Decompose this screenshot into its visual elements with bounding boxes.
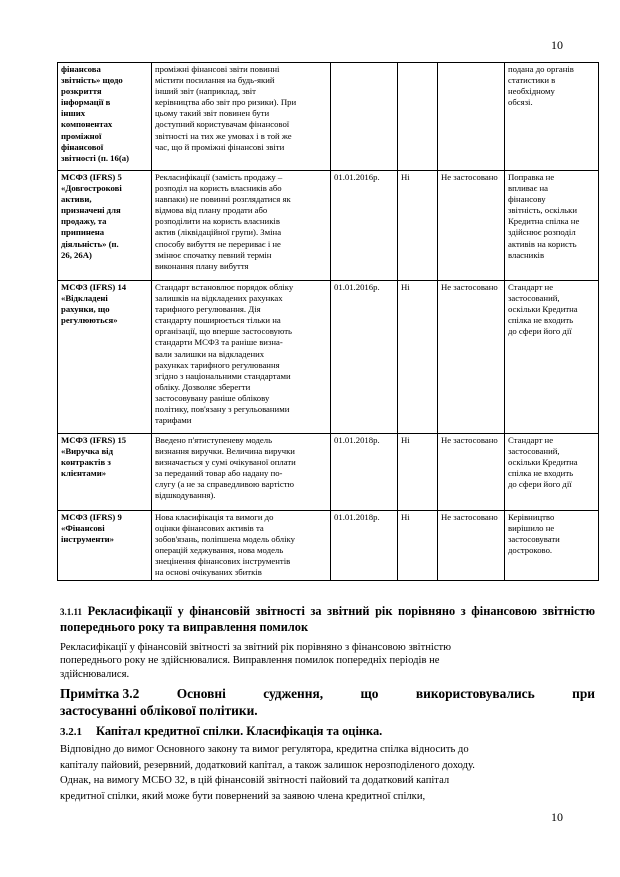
table-row [58,511,599,581]
cell-line: керівництва або звіт про ризики). При [155,97,297,108]
cell-line: Рекласифікації (замість продажу – [155,172,283,182]
cell-line: знецінення фінансових інструментів [155,556,291,567]
cell-line: вали залишки на відкладених [155,348,265,359]
cell-line: статистики в [508,75,556,86]
cell-line: відмова від плану продати або [155,205,268,216]
description-cell [152,171,331,281]
cell-line: визнання виручки. Величина виручки [155,446,295,457]
cell-line: здійснює розподіл [508,227,576,238]
cell-line: доступний користувачам фінансової [155,119,290,130]
cell-line: обліку. Дозволяє зберегти [155,381,251,392]
cell-line: спілка не входить [508,315,574,326]
cell-line: спілка не входить [508,468,574,479]
table-row [58,434,599,511]
cell-line: до сфери його дії [508,479,572,490]
impact-cell [505,511,599,581]
cell-line: активів на користь [508,238,577,249]
effective-date-cell: 01.01.2018р. [331,434,398,511]
cell-line: проміжні фінансові звіти повинні [155,64,280,74]
cell-line: звітності (п. 16(а) [61,152,129,163]
heading-word: Примітка 3.2 [60,686,140,701]
cell-line: 26, 26А) [61,249,92,260]
cell-line: операцій хеджування, нова модель [155,545,284,556]
section-3-2-1-text [60,742,595,804]
cell-line: слугу (а не за справедливою вартістю [155,479,295,490]
cell-line: змінює спочатку певний термін [155,249,272,260]
cell-line: стандарту поширюється тільки на [155,315,281,326]
cell-line: припинена [61,227,105,238]
cell-line: розподілити на користь власників [155,216,280,227]
impact-cell [505,63,599,171]
page-number-top: 10 [551,38,563,52]
cell-line: визначається у сумі очікуваної оплати [155,457,296,468]
cell-line: Стандарт не [508,282,554,292]
cell-line: впливає на [508,183,548,194]
description-cell [152,434,331,511]
effective-date-cell: 01.01.2016р. [331,281,398,434]
impact-cell [505,281,599,434]
cell-line: застосований, [508,446,560,457]
cell-line: необхідному [508,86,555,97]
cell-line: активи, [61,194,92,205]
cell-line: залишків на відкладених рахунках [155,293,283,304]
early-adoption-cell: Ні [398,281,438,434]
cell-line: Нова класифікація та вимоги до [155,512,274,522]
heading-line-2: застосуванні облікової політики. [60,702,258,718]
cell-line: «Виручка від [61,446,113,457]
section-3-1-11-text [60,641,595,681]
cell-line: звітність» щодо [61,75,123,86]
table-row [58,63,599,171]
cell-line: містити посилання на будь-який [155,75,275,86]
standard-cell [58,511,152,581]
cell-line: продажу, та [61,216,107,227]
cell-line: діяльність» (п. [61,238,119,249]
cell-line: фінансову [508,194,546,205]
cell-line: подана до органів [508,64,574,74]
heading-line-1 [60,686,595,703]
cell-line: вирішило не [508,523,555,534]
cell-line: виконання плану вибуття [155,260,249,271]
cell-line: проміжної [61,130,102,141]
cell-line: зобов'язань, поліпшена модель обліку [155,534,295,545]
section-title: Капітал кредитної спілки. Класифікація та оцінка. [96,724,383,738]
cell-line: МСФЗ (IFRS) 14 [61,282,127,292]
text-line: Відповідно до вимог Основного закону та вимог регулятора, кредитна спілка відносить до [60,744,469,755]
cell-line: цьому такий звіт повинен бути [155,108,270,119]
cell-line: достроково. [508,545,553,556]
standard-cell [58,63,152,171]
cell-line: регулюються» [61,315,118,326]
cell-line: контрактів з [61,457,111,468]
cell-line: інструменти» [61,534,114,545]
section-number: 3.1.11 [60,607,83,617]
cell-line: Керівництво [508,512,555,522]
cell-line: фінансової [61,141,104,152]
cell-line: розподіл на користь власників або [155,183,282,194]
standard-cell [58,171,152,281]
heading-word: при [572,686,595,701]
cell-line: рахунках тарифного регулювання [155,359,280,370]
cell-line: МСФЗ (IFRS) 9 [61,512,122,522]
effective-date-cell: 01.01.2016р. [331,171,398,281]
cell-line: час, що й проміжні фінансові звіти [155,141,285,152]
cell-line: Введено п'ятиступеневу модель [155,435,273,445]
standards-table [57,62,599,581]
cell-line: розкриття [61,86,102,97]
cell-line: МСФЗ (IFRS) 15 [61,435,127,445]
cell-line: власників [508,249,545,260]
cell-line: Стандарт встановлює порядок обліку [155,282,294,292]
cell-line: фінансова [61,64,101,74]
description-cell [152,511,331,581]
cell-line: клієнтами» [61,468,107,479]
cell-line: Поправка не [508,172,555,182]
text-line: Однак, на вимогу МСБО 32, в цій фінансовій звітності пайовий та додатковий капітал [60,775,450,787]
cell-line: навпаки) не повинні розглядатися як [155,194,291,205]
status-cell: Не застосовано [438,511,505,581]
status-cell: Не застосовано [438,434,505,511]
text-line: попереднього року не здійснювалися. Виправлення помилок попередніх періодів не [60,655,440,667]
cell-line: звітність, оскільки [508,205,577,216]
early-adoption-cell: Ні [398,171,438,281]
early-adoption-cell: Ні [398,434,438,511]
cell-line: тарифного регулювання. Дія [155,304,261,315]
table-row [58,281,599,434]
section-number: 3.2.1 [60,726,82,738]
cell-line: інформації в [61,97,111,108]
cell-line: тарифами [155,415,192,426]
text-line: здійснювалися. [60,668,130,680]
table-row [58,171,599,281]
cell-line: застосовувати [508,534,560,545]
cell-line: за переданий товар або надану по- [155,468,283,479]
standard-cell [58,281,152,434]
early-adoption-cell [398,63,438,171]
cell-line: оскільки Кредитна [508,304,578,315]
cell-line: звітності на тих же умовах і в той же [155,130,292,141]
text-line: Рекласифікації у фінансовій звітності за звітний рік порівняно з фінансовою звітністю [60,642,452,653]
cell-line: Кредитна спілка не [508,216,580,227]
cell-line: згідно з національними стандартами [155,370,291,381]
cell-line: «Довгострокові [61,183,122,194]
standard-cell [58,434,152,511]
heading-word: що [360,686,379,701]
cell-line: «Фінансові [61,523,105,534]
page-number-bottom: 10 [551,810,563,824]
heading-word: використовувались [415,686,535,701]
cell-line: до сфери його дії [508,326,572,337]
cell-line: компонентах [61,119,113,130]
description-cell [152,63,331,171]
cell-line: призначені для [61,205,121,216]
heading-word: Основні [176,686,226,701]
cell-line: політику, пов'язану з регульованими [155,404,290,415]
early-adoption-cell: Ні [398,511,438,581]
heading-word: судження, [263,686,324,701]
section-3-2-1-heading [60,724,595,740]
impact-cell [505,434,599,511]
cell-line: рахунки, що [61,304,110,315]
cell-line: інших [61,108,86,119]
note-3-2-heading [60,686,595,719]
impact-cell [505,171,599,281]
effective-date-cell: 01.01.2018р. [331,511,398,581]
cell-line: оскільки Кредитна [508,457,578,468]
cell-line: інший звіт (наприклад, звіт [155,86,256,97]
status-cell: Не застосовано [438,171,505,281]
section-title: Рекласифікації у фінансовій звітності за звітний рік порівняно з фінансовою звітністю попереднього року та виправлення помилок [60,604,595,634]
cell-line: стандарти МСФЗ та раніше визна- [155,337,283,348]
text-line: кредитної спілки, який може бути повернений за заявою члена кредитної спілки, [60,790,426,802]
cell-line: на основі очікуваних збитків [155,567,262,578]
cell-line: організації, що вперше застосовують [155,326,293,337]
effective-date-cell [331,63,398,171]
status-cell [438,63,505,171]
cell-line: застосований, [508,293,560,304]
section-3-1-11-heading [60,604,595,635]
description-cell [152,281,331,434]
cell-line: обсязі. [508,97,533,108]
cell-line: оцінки фінансових активів та [155,523,264,534]
cell-line: актив (ліквідаційної групи). Зміна [155,227,282,238]
cell-line: застосовувану раніше облікову [155,392,270,403]
cell-line: відшкодування). [155,490,216,501]
cell-line: способу вибуття не перериває і не [155,238,281,249]
status-cell: Не застосовано [438,281,505,434]
cell-line: Стандарт не [508,435,554,445]
cell-line: МСФЗ (IFRS) 5 [61,172,122,182]
cell-line: «Відкладені [61,293,108,304]
text-line: капіталу пайовий, резервний, додатковий капітал, а також залишок нерозподіленого доходу. [60,759,475,771]
